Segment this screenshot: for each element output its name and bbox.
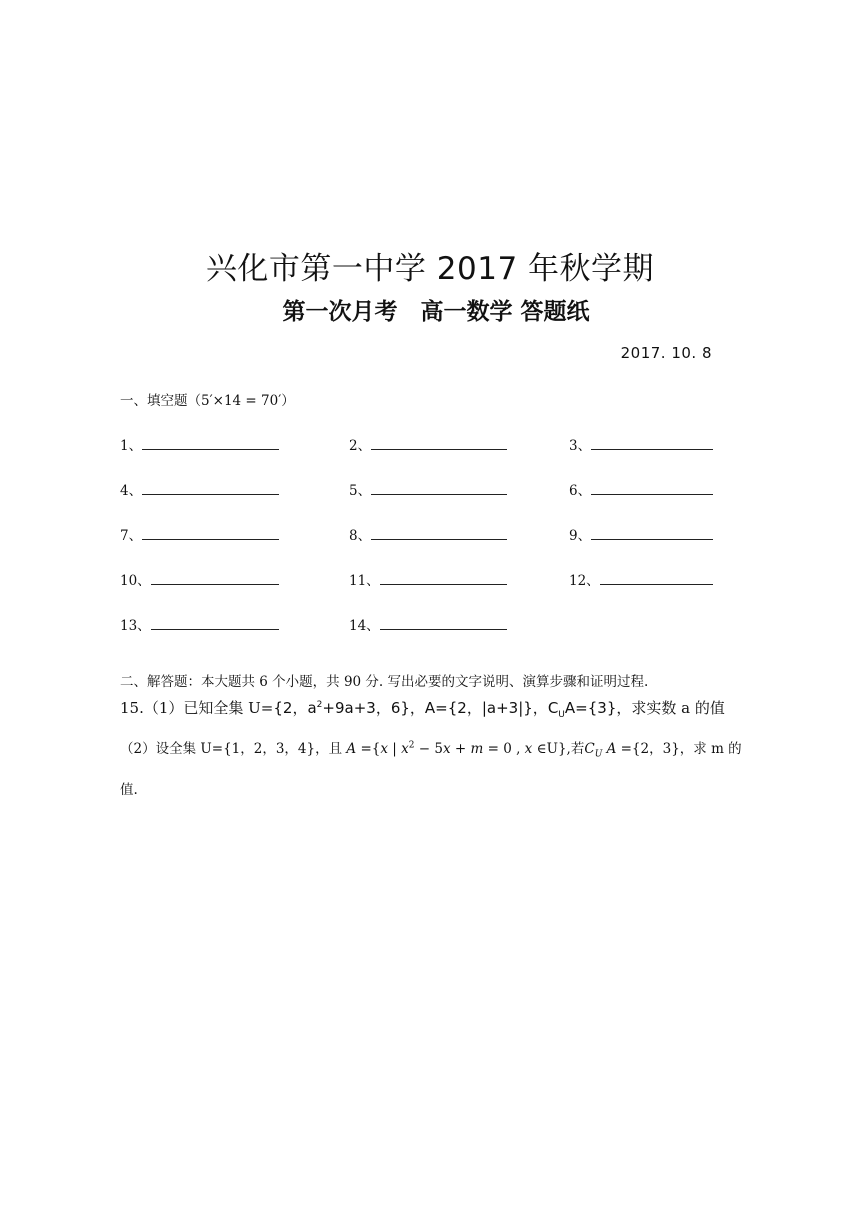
q15-exponent: 2 bbox=[316, 700, 323, 710]
answer-line[interactable] bbox=[151, 615, 279, 630]
blank-9[interactable] bbox=[569, 524, 713, 544]
answer-line[interactable] bbox=[380, 615, 507, 630]
exam-date: 2017. 10. 8 bbox=[620, 344, 712, 362]
section-fill-in-heading: 一、填空题（5′×14 = 70′） bbox=[120, 393, 295, 409]
q15-2-a: A bbox=[346, 741, 357, 757]
question-15-part-2 bbox=[120, 737, 742, 760]
blank-5[interactable] bbox=[349, 479, 507, 499]
q15-abs: |a+3| bbox=[481, 699, 524, 717]
blank-7[interactable] bbox=[120, 524, 279, 544]
q15-2-x1: x bbox=[380, 741, 388, 757]
blank-3[interactable] bbox=[569, 434, 713, 454]
blank-12[interactable] bbox=[569, 569, 713, 589]
blank-label: 14、 bbox=[349, 618, 380, 634]
blank-6[interactable] bbox=[569, 479, 713, 499]
blank-8[interactable] bbox=[349, 524, 507, 544]
blank-label: 1、 bbox=[120, 438, 143, 454]
q15-2-x3: x bbox=[442, 741, 451, 757]
q15-2-x2: x bbox=[401, 741, 409, 757]
q15-ask: ，求实数 a 的值 bbox=[616, 699, 725, 717]
blank-13[interactable] bbox=[120, 614, 279, 634]
q15-2-exp: 2 bbox=[408, 740, 415, 751]
blank-1[interactable] bbox=[120, 434, 279, 454]
q15-complement-val: {3} bbox=[587, 699, 617, 717]
answer-line[interactable] bbox=[371, 525, 507, 540]
answer-line[interactable] bbox=[371, 480, 507, 495]
q15-2-in-u: ∈U},若 bbox=[532, 741, 585, 757]
q15-set-a-close: }， bbox=[523, 699, 548, 717]
blank-label: 12、 bbox=[569, 573, 600, 589]
answer-line[interactable] bbox=[371, 435, 507, 450]
question-15-part-1 bbox=[120, 697, 725, 720]
q15-2-complement-a: A bbox=[602, 741, 617, 757]
q15-set-u-rest: +9a+3，6}，A= bbox=[322, 699, 448, 717]
q15-2-plus: + bbox=[450, 741, 471, 757]
blank-14[interactable] bbox=[349, 614, 507, 634]
q15-set-u: {2，a bbox=[273, 699, 317, 717]
q15-2-ask: ={2，3}，求 m 的 bbox=[616, 741, 742, 757]
blank-label: 3、 bbox=[569, 438, 592, 454]
blank-2[interactable] bbox=[349, 434, 507, 454]
answer-line[interactable] bbox=[600, 570, 713, 585]
page-title: 兴化市第一中学 2017 年秋学期 bbox=[205, 251, 655, 287]
q15-2-eq: = 0 bbox=[483, 741, 512, 757]
q15-2-minus: − 5 bbox=[414, 741, 443, 757]
answer-line[interactable] bbox=[591, 480, 713, 495]
q15-2-x4: x bbox=[524, 741, 533, 757]
blank-label: 2、 bbox=[349, 438, 372, 454]
blank-10[interactable] bbox=[120, 569, 279, 589]
blank-label: 9、 bbox=[569, 528, 592, 544]
q15-2-text: （2）设全集 U={1，2，3，4}，且 bbox=[120, 741, 347, 757]
q15-2-complement-sub: U bbox=[594, 749, 603, 760]
blank-label: 8、 bbox=[349, 528, 372, 544]
blank-label: 11、 bbox=[349, 573, 380, 589]
answer-line[interactable] bbox=[142, 480, 279, 495]
blank-label: 7、 bbox=[120, 528, 143, 544]
q15-2-comma: , bbox=[511, 741, 525, 757]
answer-line[interactable] bbox=[380, 570, 507, 585]
q15-complement-sub: U bbox=[558, 710, 565, 720]
q15-2-m: m bbox=[470, 741, 484, 757]
blank-label: 4、 bbox=[120, 483, 143, 499]
blank-label: 6、 bbox=[569, 483, 592, 499]
q15-2-brace: ={ bbox=[356, 741, 381, 757]
q15-2-complement: C bbox=[584, 741, 595, 757]
q15-complement: C bbox=[547, 699, 559, 717]
answer-line[interactable] bbox=[142, 435, 279, 450]
q15-text: 15.（1）已知全集 U= bbox=[120, 699, 274, 717]
blank-label: 10、 bbox=[120, 573, 151, 589]
answer-line[interactable] bbox=[151, 570, 279, 585]
blank-label: 13、 bbox=[120, 618, 151, 634]
blank-label: 5、 bbox=[349, 483, 372, 499]
section-solutions-heading: 二、解答题：本大题共 6 个小题，共 90 分. 写出必要的文字说明、演算步骤和证明过程. bbox=[120, 674, 649, 690]
answer-line[interactable] bbox=[142, 525, 279, 540]
blank-4[interactable] bbox=[120, 479, 279, 499]
page-subtitle: 第一次月考 高一数学 答题纸 bbox=[282, 299, 590, 325]
answer-line[interactable] bbox=[591, 525, 713, 540]
blank-11[interactable] bbox=[349, 569, 507, 589]
q15-complement-a: A= bbox=[564, 699, 588, 717]
q15-2-bar: | bbox=[387, 741, 402, 757]
answer-line[interactable] bbox=[591, 435, 713, 450]
q15-set-a: {2， bbox=[447, 699, 482, 717]
question-15-part-2-continued: 值. bbox=[120, 782, 138, 798]
